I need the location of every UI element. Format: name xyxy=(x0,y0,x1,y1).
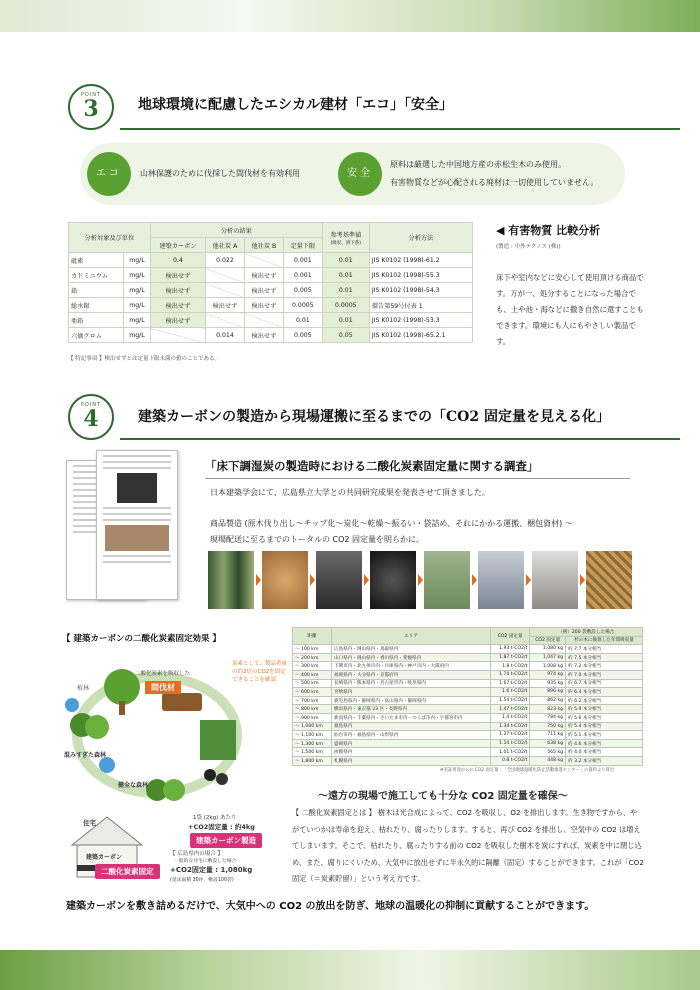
arrow-icon xyxy=(418,574,423,586)
table1-cell-a: 検出せず xyxy=(205,298,244,313)
city-title: 【 広島県内の場合 】 xyxy=(170,851,223,857)
table2-cell-tree: 約 5.6 本分相当 xyxy=(566,713,643,722)
table2-cell-area: 広島県内・岡山県内・鳥取県内 xyxy=(332,645,491,654)
survey-title: 「床下調湿炭の製造時における二酸化炭素固定量に関する調査」 xyxy=(205,459,539,473)
table1-cell-b: 検出せず xyxy=(244,283,283,298)
harmful-title: ◀ 有害物質 比較分析 xyxy=(496,224,601,237)
safety-text-line1: 原料は厳選した中国地方産の赤松生木のみ使用。 xyxy=(390,160,566,169)
table2-cell-d: ～ 900 km xyxy=(293,713,332,722)
table1-cell-method: JIS K0102 (1998)-61.2 xyxy=(369,253,472,268)
table2-row xyxy=(293,756,643,765)
table1-cell-method: JIS K0102 (1998)-54.3 xyxy=(369,283,472,298)
point3-rule xyxy=(120,128,680,130)
table2-cell-d: ～ 1,300 km xyxy=(293,739,332,748)
effect-title: 【 建築カーボンの二酸化炭素固定効果 】 xyxy=(62,634,221,644)
photo-kiln xyxy=(316,551,362,609)
arrow-icon xyxy=(364,574,369,586)
table2-cell-d: ～ 600 km xyxy=(293,688,332,697)
table2-cell-fixed: 565 kg xyxy=(530,748,566,757)
table2-row xyxy=(293,696,643,705)
point4-badge xyxy=(68,394,114,440)
table1-row xyxy=(69,283,473,298)
table1-cell-unit: mg/L xyxy=(124,283,151,298)
th-fixed: CO2 固定量 xyxy=(530,636,566,645)
table1-row xyxy=(69,328,473,343)
table2-cell-fixed: 638 kg xyxy=(530,739,566,748)
table2-cell-d: ～ 700 km xyxy=(293,696,332,705)
th-co2: CO2 固定量 xyxy=(490,628,530,645)
table2-row xyxy=(293,679,643,688)
product-manufacture-label: 建築カーボン製造 xyxy=(190,833,262,848)
table1-row xyxy=(69,253,473,268)
arrow-icon xyxy=(310,574,315,586)
table2-cell-tree: 約 7.7 本分相当 xyxy=(566,645,643,654)
co2-bubble-icon xyxy=(99,757,115,773)
table2-row xyxy=(293,653,643,662)
table2-cell-d: ～ 400 km xyxy=(293,670,332,679)
table1-cell-unit: mg/L xyxy=(124,328,151,343)
table2-cell-tree: 約 7.2 本分相当 xyxy=(566,662,643,671)
table1-cell-limit: 0.001 xyxy=(283,253,322,268)
tree-icon xyxy=(85,715,109,739)
table1-cell-unit: mg/L xyxy=(124,268,151,283)
table2-cell-d: ～ 300 km xyxy=(293,662,332,671)
table1-note: 【 特記事項 】検出せずとは定量下限未満の値のことである。 xyxy=(68,356,220,362)
photo-logging xyxy=(208,551,254,609)
table2-cell-area: 長崎県内・熊本県内・名古屋市内・岐阜県内 xyxy=(332,679,491,688)
table1-cell-a: 0.014 xyxy=(205,328,244,343)
table1-cell-product: 検出せず xyxy=(150,298,205,313)
table1-cell-ref: 0.01 xyxy=(322,313,369,328)
bag-value: +CO2固定量 : 約4kg xyxy=(188,823,255,831)
th-comp-b: 他社炭 B xyxy=(244,238,283,253)
table2-cell-area: 福島県内 xyxy=(332,722,491,731)
table2-row xyxy=(293,722,643,731)
table2-cell-co2: 1.8 t-CO2/t xyxy=(490,662,530,671)
table2-row xyxy=(293,713,643,722)
th-method: 分析方法 xyxy=(369,223,472,253)
final-statement: 建築カーボンを敷き詰めるだけで、大気中への CO2 の放出を防ぎ、地球の温暖化の抑制に貢献することができます。 xyxy=(66,901,595,912)
table1-cell-method: JIS K0102 (1998)-65.2.1 xyxy=(369,328,472,343)
thinned-wood-label: 間伐材 xyxy=(145,681,181,694)
house-product-label: 建築カーボン xyxy=(86,854,123,861)
th-target: 分析対象及び単位 xyxy=(69,223,151,253)
table2-row xyxy=(293,645,643,654)
table2-note: ※実証用途からの CO2 固定量 : 「全国地球温暖化防止活動推進センター」の資料より算出 xyxy=(440,768,615,773)
table2-cell-tree: 約 6.2 本分相当 xyxy=(566,696,643,705)
table2-cell-fixed: 1,047 kg xyxy=(530,653,566,662)
bottom-decor-band xyxy=(0,950,700,990)
table2-cell-tree: 約 6.7 本分相当 xyxy=(566,679,643,688)
arrow-icon xyxy=(526,574,531,586)
point4-label: POINT xyxy=(80,402,102,408)
safety-text-line2: 有害物質などが心配される廃材は一切使用していません。 xyxy=(390,178,599,187)
table2-cell-fixed: 896 kg xyxy=(530,688,566,697)
table1-row xyxy=(69,298,473,313)
table2-cell-area: 新潟県内・千葉県内・さいたま市内・つくば市内・宇都宮市内 xyxy=(332,713,491,722)
th-group: （例）200 袋敷設した場合 xyxy=(530,628,643,637)
far-text: 【 二酸化炭素固定とは 】 樹木は光合成によって、CO2 を吸収し、O2 を排出します。生き物ですから、やがていつかは寿命を迎え、枯れたり、腐ったりします。すると、再び CO2 を排出し、空気中の CO2 は増えてしまいます。そこで、枯れたり、腐ったりする前の CO2 を吸収した樹木を炭にすれば、炭素を中に閉じ込め、また、腐りにくいため、大気中に放出せずに半永久的に隔離（固定）することができます。これが「CO2 固定（＝炭素貯留）」という考え方です。 xyxy=(292,808,644,883)
table2-cell-d: ～ 1,100 km xyxy=(293,731,332,740)
table2-row xyxy=(293,705,643,714)
table2-cell-tree: 約 5.4 本分相当 xyxy=(566,722,643,731)
table2-cell-tree: 約 5.1 本分相当 xyxy=(566,731,643,740)
th-ref-label: 参考基準値 xyxy=(330,231,362,239)
table1-cell-method: 環告第59号付表 1 xyxy=(369,298,472,313)
table2-row xyxy=(293,662,643,671)
arrow-icon xyxy=(256,574,261,586)
table2-cell-area: 宮崎県内 xyxy=(332,688,491,697)
harmful-sub: (製造 : 中外テクノス (株)) xyxy=(496,244,561,250)
arrow-icon xyxy=(472,574,477,586)
th-ref xyxy=(322,223,369,253)
survey-rule xyxy=(205,478,630,479)
point4-rule xyxy=(120,438,680,440)
table2-cell-area: 札幌県内 xyxy=(332,756,491,765)
table2-cell-tree: 約 5.9 本分相当 xyxy=(566,705,643,714)
table2-row xyxy=(293,739,643,748)
table1-cell-ref: 0.05 xyxy=(322,328,369,343)
far-title: ～遠方の現場で施工しても十分な CO2 固定量を確保～ xyxy=(318,791,568,802)
distance-co2-table xyxy=(292,627,643,766)
eco-badge: エコ xyxy=(87,152,131,196)
table1-cell-limit: 0.0005 xyxy=(283,298,322,313)
table2-cell-co2: 1.34 t-CO2/t xyxy=(490,722,530,731)
table1-cell-name: 亜鉛 xyxy=(69,313,124,328)
table1-row xyxy=(69,313,473,328)
table2-cell-area: 山口県内・岡山県内・香川県内・愛媛県内 xyxy=(332,653,491,662)
th-area: エリア xyxy=(332,628,491,645)
table2-cell-d: ～ 1,000 km xyxy=(293,722,332,731)
forest-good-label: 健全な森林 xyxy=(118,782,149,789)
survey-paragraph-1: 日本建築学会にて、広島県立大学との共同研究成果を発表させて頂きました。 xyxy=(210,488,490,497)
table1-cell-b xyxy=(244,253,283,268)
table1-cell-unit: mg/L xyxy=(124,313,151,328)
survey-p2-line2: 現場配送に至るまでのトータルの CO2 固定量を明らかに。 xyxy=(210,535,425,544)
th-distance: 距離 xyxy=(293,628,332,645)
table2-cell-d: ～ 100 km xyxy=(293,645,332,654)
point4-number: 4 xyxy=(83,406,99,432)
cycle-note: 二酸化炭素を吸収した xyxy=(135,671,191,677)
table1-cell-name: 鉛 xyxy=(69,283,124,298)
table2-cell-co2: 1.47 t-CO2/t xyxy=(490,705,530,714)
bag-note: 1袋 (2kg) あたり xyxy=(193,815,237,821)
table1-cell-name: 砒素 xyxy=(69,253,124,268)
table2-cell-co2: 1.87 t-CO2/t xyxy=(490,653,530,662)
table1-cell-limit: 0.005 xyxy=(283,283,322,298)
table2-row xyxy=(293,748,643,757)
table1-cell-product xyxy=(150,328,205,343)
table1-cell-a xyxy=(205,313,244,328)
th-limit: 定量下限 xyxy=(283,238,322,253)
table2-cell-fixed: 974 kg xyxy=(530,670,566,679)
city-sub2: (延床面積 30坪、敷設100袋) xyxy=(170,878,234,883)
table2-cell-tree: 約 4.0 本分相当 xyxy=(566,748,643,757)
th-results: 分析の結果 xyxy=(150,223,322,238)
planting-label: 植林 xyxy=(77,685,90,692)
process-photo-strip xyxy=(208,550,633,610)
th-tree: 杉の木に換算した年間吸収量 xyxy=(566,636,643,645)
table1-cell-name: カドミニウム xyxy=(69,268,124,283)
table2-cell-co2: 1.6 t-CO2/t xyxy=(490,688,530,697)
table2-cell-d: ～ 1,500 km xyxy=(293,748,332,757)
charcoal-icon xyxy=(216,773,228,785)
log-pile-icon xyxy=(162,693,202,711)
table2-cell-tree: 約 4.6 本分相当 xyxy=(566,739,643,748)
photo-installed xyxy=(586,551,632,609)
table2-cell-d: ～ 1,800 km xyxy=(293,756,332,765)
table2-cell-co2: 1.14 t-CO2/t xyxy=(490,739,530,748)
photo-charcoal xyxy=(370,551,416,609)
table1-cell-product: 検出せず xyxy=(150,283,205,298)
table1-cell-ref: 0.0005 xyxy=(322,298,369,313)
co2-fix-note: 炭素として、製品重量の約2倍のCO2を固定できることを確認 xyxy=(232,661,287,683)
table2-cell-co2: 1.01 t-CO2/t xyxy=(490,748,530,757)
city-sub: 一般的な住宅に敷設した場合 xyxy=(174,859,237,864)
table2-cell-co2: 1.67 t-CO2/t xyxy=(490,679,530,688)
table2-cell-d: ～ 800 km xyxy=(293,705,332,714)
table1-cell-limit: 0.005 xyxy=(283,328,322,343)
harmful-analysis-table xyxy=(68,222,473,343)
paper-page-2 xyxy=(96,450,178,600)
photo-bagging xyxy=(424,551,470,609)
table1-cell-a xyxy=(205,283,244,298)
table2-cell-co2: 1.74 t-CO2/t xyxy=(490,670,530,679)
table1-cell-product: 検出せず xyxy=(150,268,205,283)
table2-cell-tree: 約 6.4 本分相当 xyxy=(566,688,643,697)
survey-paragraph-2 xyxy=(210,516,573,548)
co2-bubble-icon xyxy=(65,698,79,712)
eco-safety-box xyxy=(80,143,625,205)
table2-cell-area: 函館県内 xyxy=(332,748,491,757)
point3-badge xyxy=(68,84,114,130)
table2-cell-tree: 約 3.2 本分相当 xyxy=(566,756,643,765)
table1-cell-limit: 0.001 xyxy=(283,268,322,283)
table1-cell-method: JIS K0102 (1998)-55.3 xyxy=(369,268,472,283)
table2-cell-co2: 1.93 t-CO2/t xyxy=(490,645,530,654)
table2-cell-tree: 約 7.5 本分相当 xyxy=(566,653,643,662)
table2-cell-fixed: 448 kg xyxy=(530,756,566,765)
table2-cell-fixed: 711 kg xyxy=(530,731,566,740)
co2-fixed-label: 二酸化炭素固定 xyxy=(95,864,160,879)
table2-cell-co2: 1.4 t-CO2/t xyxy=(490,713,530,722)
research-paper-image xyxy=(66,450,216,610)
point3-label: POINT xyxy=(80,92,102,98)
safety-badge: 安全 xyxy=(338,152,382,196)
table1-cell-product: 0.4 xyxy=(150,253,205,268)
table2-cell-area: 下関市内・北九州市内・兵庫県内・神戸市内・大阪府内 xyxy=(332,662,491,671)
table1-cell-unit: mg/L xyxy=(124,298,151,313)
table2-cell-fixed: 823 kg xyxy=(530,705,566,714)
table2-cell-area: 鹿児島県内・静岡県内・富山県内・静岡県内 xyxy=(332,696,491,705)
table1-cell-name: 六価クロム xyxy=(69,328,124,343)
point4-title: 建築カーボンの製造から現場運搬に至るまでの「CO2 固定量を見える化」 xyxy=(138,409,610,425)
table1-cell-unit: mg/L xyxy=(124,253,151,268)
photo-truck xyxy=(478,551,524,609)
harmful-text: 床下や室内などに安心して使用頂ける商品です。万が一、処分することになった場合でも、土や池・海などに撒き自然に還すこともできます。環境にも人にもやさしい製品です。 xyxy=(496,273,644,346)
table2-cell-d: ～ 500 km xyxy=(293,679,332,688)
table2-cell-area: 仙台市内・福島県内・山形県内 xyxy=(332,731,491,740)
th-product: 建築カーボン xyxy=(150,238,205,253)
charcoal-icon xyxy=(204,769,216,781)
product-bag-icon xyxy=(200,720,236,760)
table2-row xyxy=(293,688,643,697)
top-decor-band xyxy=(0,0,700,32)
table1-cell-product: 検出せず xyxy=(150,313,205,328)
table1-cell-b: 検出せず xyxy=(244,298,283,313)
table2-row xyxy=(293,731,643,740)
table2-cell-area: 盛岡県内 xyxy=(332,739,491,748)
table1-cell-ref: 0.01 xyxy=(322,283,369,298)
table2-cell-fixed: 750 kg xyxy=(530,722,566,731)
point3-title: 地球環境に配慮したエシカル建材「エコ」「安全」 xyxy=(138,97,453,113)
city-value: +CO2固定量 : 1,080kg xyxy=(170,866,253,874)
table1-cell-ref: 0.01 xyxy=(322,268,369,283)
table1-cell-a: 0.022 xyxy=(205,253,244,268)
table1-cell-method: JIS K0102 (1998)-53.3 xyxy=(369,313,472,328)
table2-cell-co2: 0.8 t-CO2/t xyxy=(490,756,530,765)
table1-row xyxy=(69,268,473,283)
house-label: 住宅 xyxy=(83,819,96,827)
table1-cell-limit: 0.01 xyxy=(283,313,322,328)
table2-cell-fixed: 935 kg xyxy=(530,679,566,688)
table2-cell-d: ～ 200 km xyxy=(293,653,332,662)
table2-cell-fixed: 1,008 kg xyxy=(530,662,566,671)
table1-cell-b xyxy=(244,313,283,328)
table2-cell-area: 横浜県内・東京都 23 区・長野県内 xyxy=(332,705,491,714)
table2-cell-co2: 1.27 t-CO2/t xyxy=(490,731,530,740)
th-ref-sub: (吸収、溶下系) xyxy=(330,240,362,246)
point3-number: 3 xyxy=(83,96,99,122)
table2-cell-fixed: 1,080 kg xyxy=(530,645,566,654)
photo-site xyxy=(532,551,578,609)
table1-cell-name: 総水銀 xyxy=(69,298,124,313)
table2-cell-fixed: 862 kg xyxy=(530,696,566,705)
table1-cell-b: 検出せず xyxy=(244,268,283,283)
table1-cell-ref: 0.01 xyxy=(322,253,369,268)
photo-chips xyxy=(262,551,308,609)
table2-cell-fixed: 784 kg xyxy=(530,713,566,722)
table2-cell-co2: 1.54 t-CO2/t xyxy=(490,696,530,705)
survey-p2-line1: 商品製造 (原木伐り出し～チップ化～炭化～乾燥～振るい・袋詰め、それにかかる運搬、梱包資材) ～ xyxy=(210,519,573,528)
th-comp-a: 他社炭 A xyxy=(205,238,244,253)
table2-row xyxy=(293,670,643,679)
tree-icon xyxy=(163,779,185,801)
arrow-icon xyxy=(580,574,585,586)
table1-cell-a xyxy=(205,268,244,283)
tree-trunk xyxy=(119,701,125,715)
forest-dense-label: 混みすぎた森林 xyxy=(64,752,107,759)
table2-cell-area: 福岡県内・大分県内・京都府内 xyxy=(332,670,491,679)
eco-text: 山林保護のために伐採した間伐材を有効利用 xyxy=(140,169,300,178)
table2-cell-tree: 約 7.0 本分相当 xyxy=(566,670,643,679)
table1-cell-b: 検出せず xyxy=(244,328,283,343)
